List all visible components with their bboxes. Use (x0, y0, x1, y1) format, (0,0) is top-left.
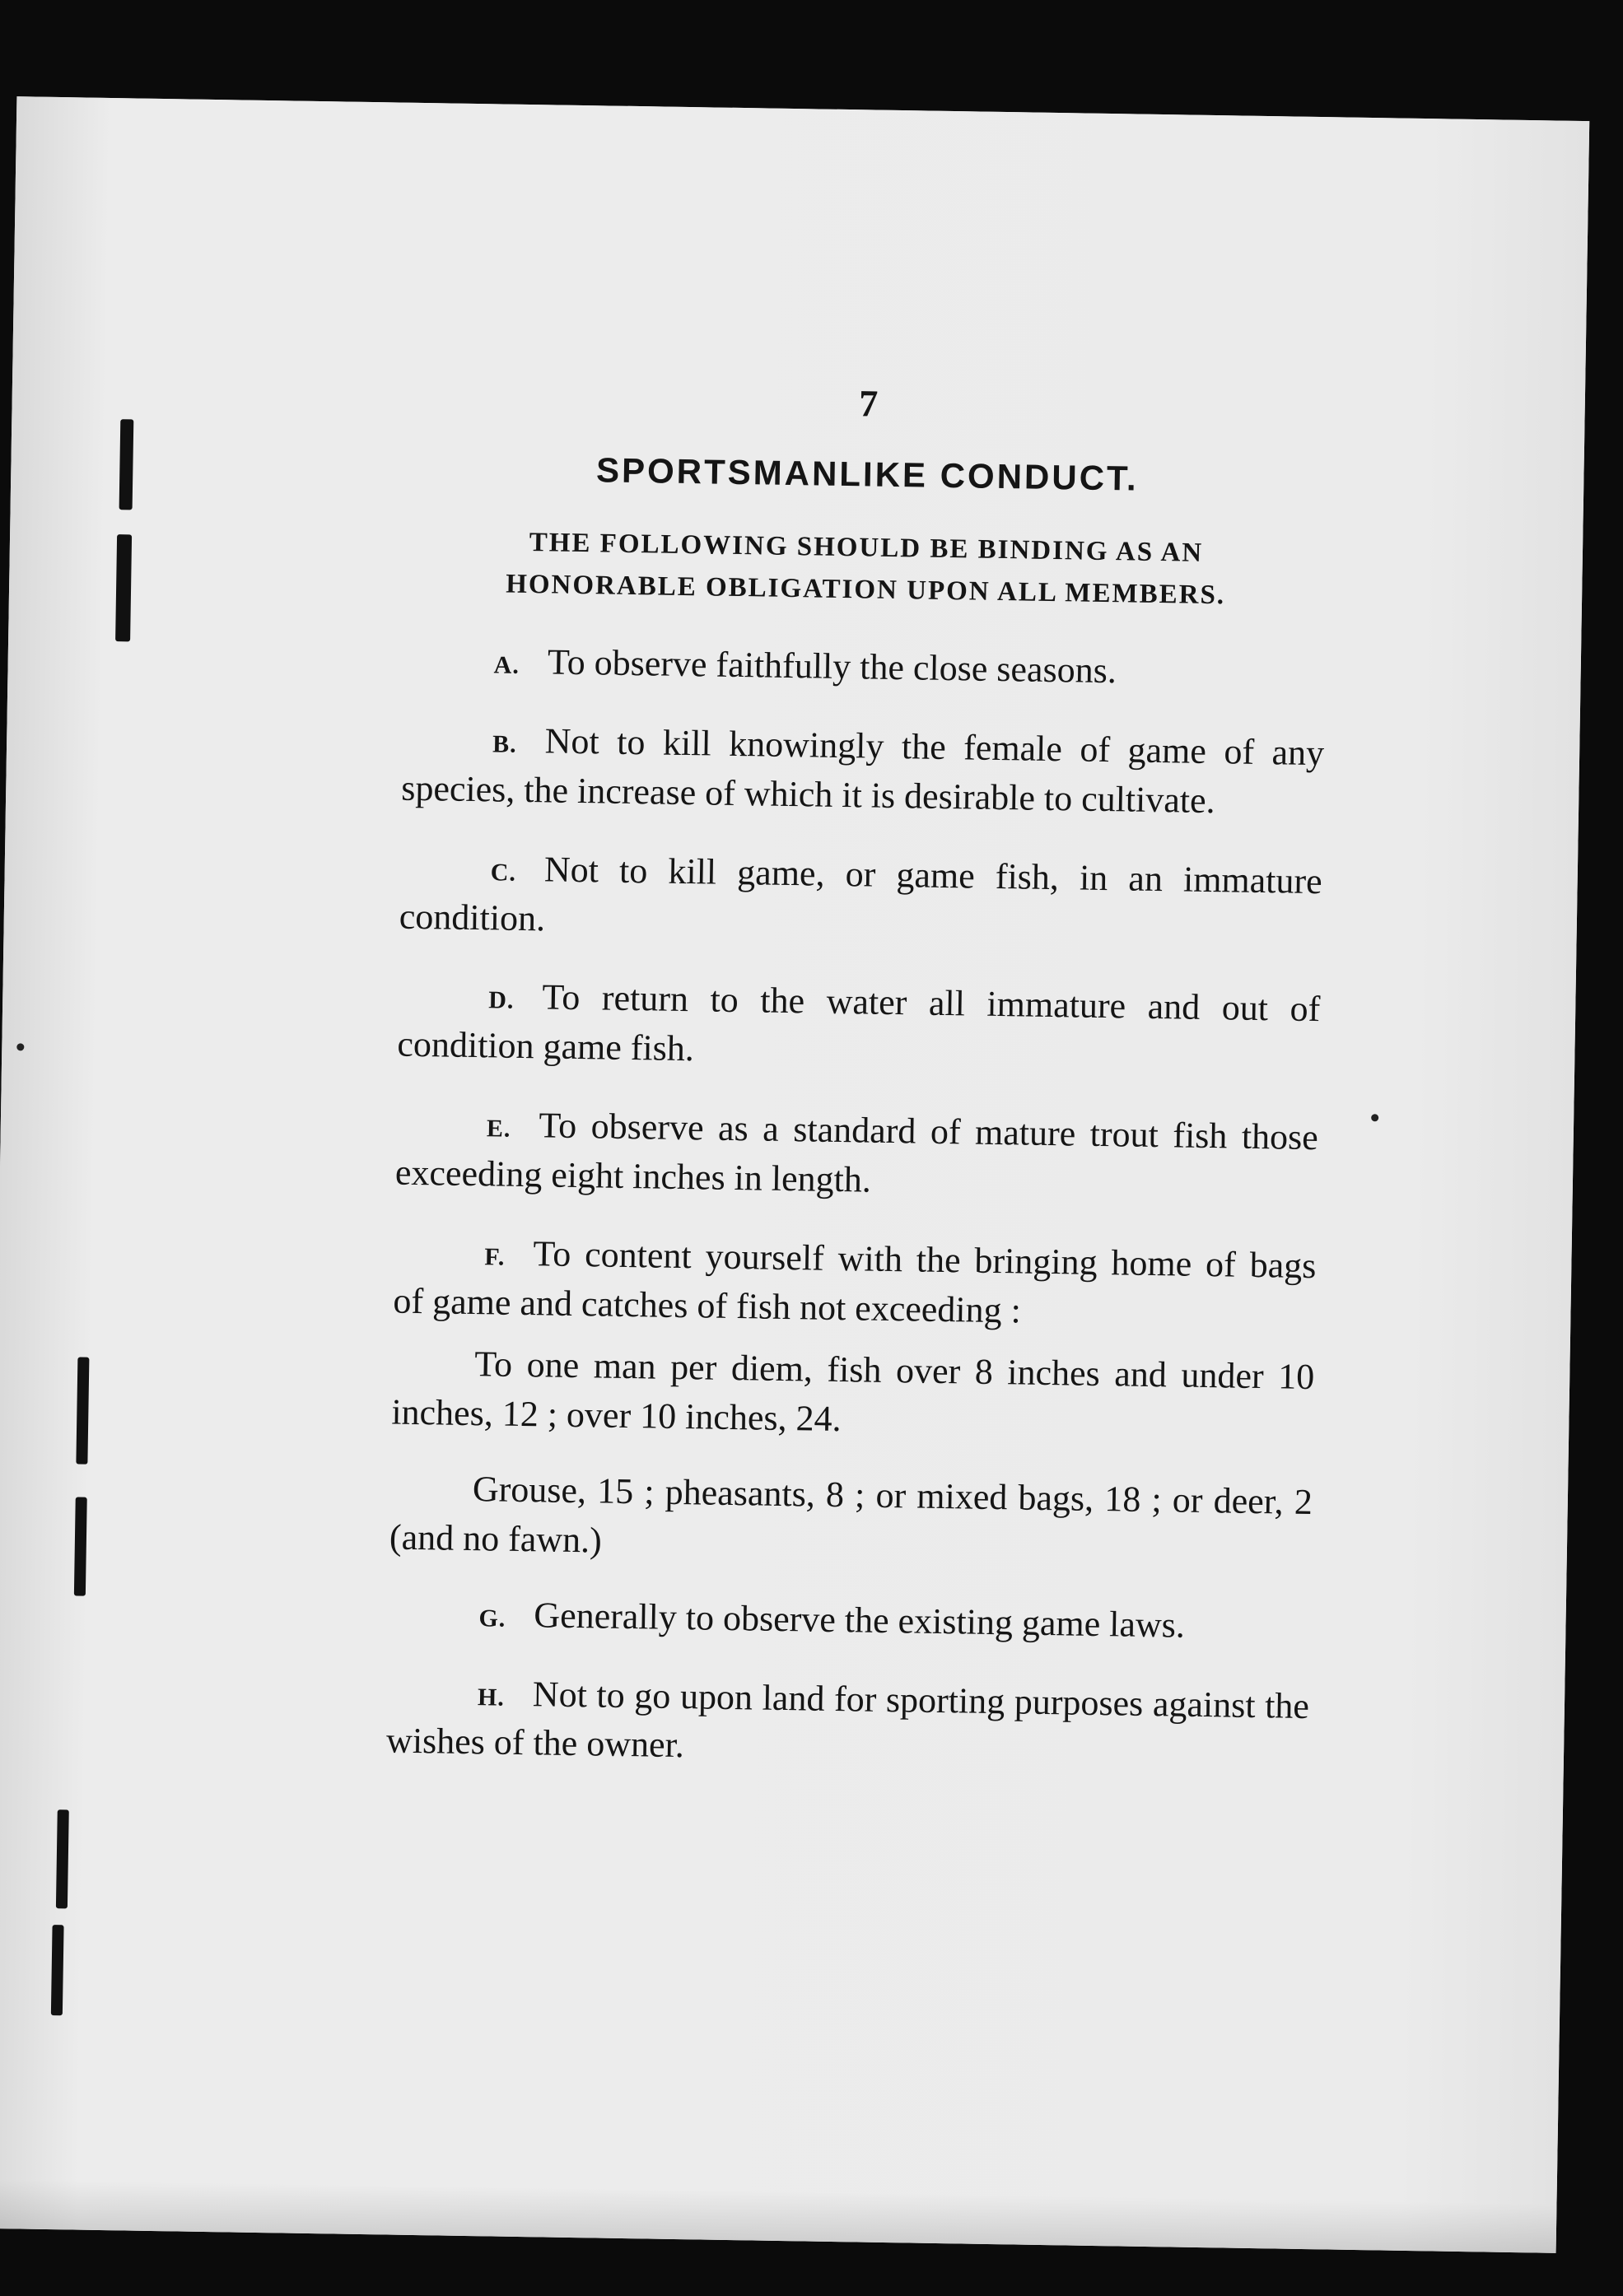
subtitle (404, 520, 1327, 619)
binding-mark (76, 1358, 89, 1465)
rule-letter: E. (486, 1115, 511, 1143)
page-title: SPORTSMANLIKE CONDUCT. (595, 450, 1140, 498)
rule-b (401, 715, 1325, 827)
page-number: 7 (858, 382, 879, 425)
rule-letter: B. (492, 730, 517, 758)
subtitle-line: HONORABLE OBLIGATION UPON ALL MEMBERS. (505, 569, 1226, 611)
speck (16, 1043, 24, 1050)
rule-text: To content yourself with the bringing home of bags of game and catches of fish not exceeding : (393, 1232, 1317, 1331)
rule-text: To observe faithfully the close seasons. (547, 641, 1117, 692)
rule-h (386, 1667, 1310, 1780)
subtitle-line: THE FOLLOWING SHOULD BE BINDING AS AN (529, 528, 1204, 568)
rule-letter: C. (490, 859, 517, 887)
rule-text: To observe as a standard of mature trout fish those exceeding eight inches in length. (394, 1105, 1319, 1200)
rule-letter: A. (493, 651, 520, 680)
rule-letter: G. (478, 1604, 506, 1632)
binding-mark (56, 1809, 69, 1908)
rule-c (399, 842, 1322, 955)
rule-text: Generally to observe the existing game laws. (534, 1594, 1186, 1646)
fish-limit: To one man per diem, fish over 8 inches and under 10 inches, 12 ; over 10 inches, 24. (391, 1344, 1315, 1440)
rule-text: Not to go upon land for sporting purposes against the wishes of the owner. (385, 1673, 1310, 1766)
rule-letter: H. (477, 1683, 506, 1712)
rule-e (395, 1099, 1319, 1212)
rule-text: To return to the water all immature and out of condition game fish. (397, 976, 1321, 1069)
rule-d (397, 971, 1321, 1083)
binding-mark (115, 534, 132, 641)
rule-text: Not to kill knowingly the female of game of any species, the increase of which it is desirable to cultivate. (400, 720, 1325, 822)
game-limit: Grouse, 15 ; pheasants, 8 ; or mixed bags, 18 ; or deer, 2 (and no fawn.) (389, 1469, 1313, 1561)
page-content (385, 375, 1330, 1810)
rule-letter: D. (488, 986, 515, 1015)
page-edge-shadow (0, 2179, 1556, 2253)
rule-letter: F. (484, 1242, 506, 1271)
rule-a (403, 636, 1326, 699)
rule-f (393, 1227, 1317, 1339)
binding-mark (51, 1925, 64, 2015)
scanned-page (0, 96, 1589, 2253)
binding-mark (119, 419, 134, 510)
speck (1371, 1114, 1378, 1121)
rule-g (388, 1588, 1311, 1651)
rule-text: Not to kill game, or game fish, in an immature condition. (399, 849, 1323, 938)
binding-mark (74, 1497, 87, 1595)
